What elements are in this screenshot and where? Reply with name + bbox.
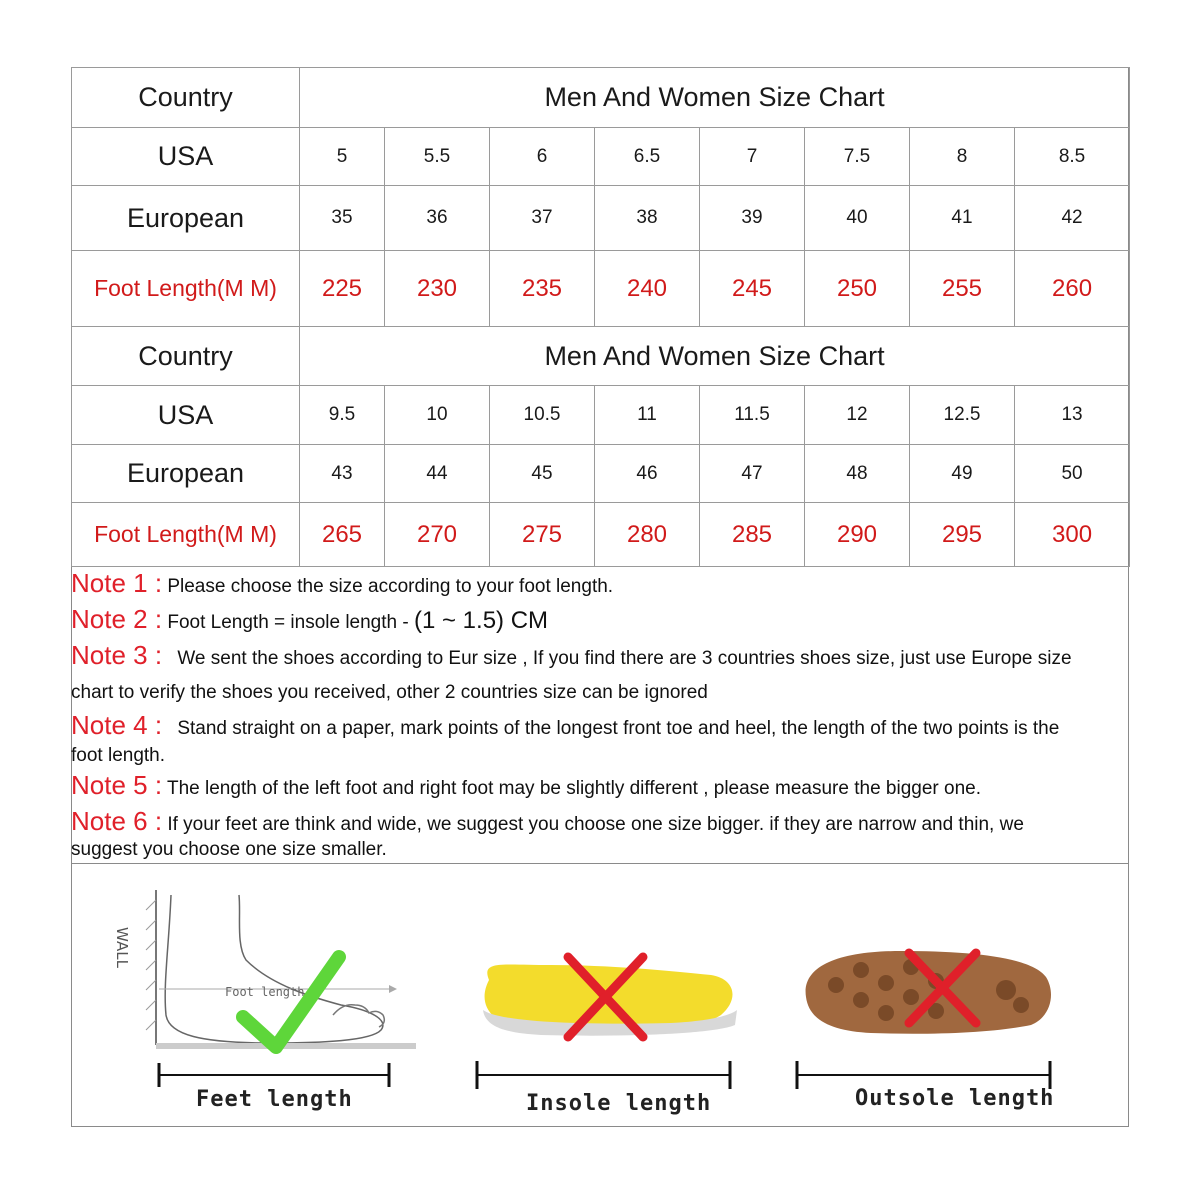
usa-label: USA [72,386,300,445]
usa-row [72,128,1130,186]
usa-row [72,386,1130,445]
note-6 [71,808,1121,838]
eu-size: 48 [805,445,910,503]
chart-title: Men And Women Size Chart [300,68,1130,128]
note-4-continued: foot length. [71,745,166,766]
note-label: Note 1 : [71,568,163,598]
foot-length-value: 250 [805,251,910,327]
eu-size: 40 [805,186,910,251]
note-text: Please choose the size according to your foot length. [167,576,614,597]
eu-size: 50 [1015,445,1130,503]
usa-size: 10.5 [490,386,595,445]
country-label: Country [72,327,300,386]
usa-size: 7 [700,128,805,186]
note-label: Note 3 : [71,640,163,670]
foot-length-label: Foot Length(M M) [72,251,300,327]
note-3 [71,642,1121,672]
note-text: Stand straight on a paper, mark points of the longest front toe and heel, the length of the two points is the [177,718,1060,739]
foot-length-value: 290 [805,503,910,567]
note-text: Foot Length = insole length - [167,612,409,633]
note-1 [71,570,1121,600]
size-table-2 [71,326,1130,567]
note-6-continued: suggest you choose one size smaller. [71,839,387,860]
foot-length-value: 260 [1015,251,1130,327]
feet-length-caption: Feet length [196,1087,353,1112]
eu-size: 36 [385,186,490,251]
usa-size: 10 [385,386,490,445]
eu-size: 38 [595,186,700,251]
usa-size: 13 [1015,386,1130,445]
usa-size: 8.5 [1015,128,1130,186]
foot-length-value: 280 [595,503,700,567]
insole-length-caption: Insole length [526,1091,712,1116]
eu-size: 45 [490,445,595,503]
usa-size: 12.5 [910,386,1015,445]
eu-size: 46 [595,445,700,503]
foot-length-value: 295 [910,503,1015,567]
foot-length-value: 270 [385,503,490,567]
note-text: If your feet are think and wide, we suggest you choose one size bigger. if they are narrow and thin, we [167,814,1024,835]
country-label: Country [72,68,300,128]
arrow-icon [389,985,397,993]
eu-size: 41 [910,186,1015,251]
note-label: Note 2 : [71,604,163,634]
note-5 [71,772,1121,802]
note-label: Note 4 : [71,710,163,740]
foot-length-value: 255 [910,251,1015,327]
insole-diagram [477,957,737,1089]
header-row [72,327,1130,386]
european-row [72,445,1130,503]
note-4 [71,712,1121,742]
eu-size: 47 [700,445,805,503]
foot-length-value: 300 [1015,503,1130,567]
wall-hatching [146,900,156,1030]
note-text: We sent the shoes according to Eur size , If you find there are 3 countries shoes size, just use Europe size [177,648,1072,669]
european-label: European [72,186,300,251]
note-label: Note 5 : [71,770,163,800]
eu-size: 49 [910,445,1015,503]
header-row [72,68,1130,128]
eu-size: 43 [300,445,385,503]
european-row [72,186,1130,251]
foot-length-label: Foot Length(M M) [72,503,300,567]
note-2 [71,606,1121,636]
eu-size: 37 [490,186,595,251]
usa-label: USA [72,128,300,186]
usa-size: 5.5 [385,128,490,186]
measurement-illustrations [71,865,1129,1127]
note-text: The length of the left foot and right foot may be slightly different , please measure the bigger one. [167,778,981,799]
eu-size: 44 [385,445,490,503]
eu-size: 42 [1015,186,1130,251]
foot-length-value: 240 [595,251,700,327]
usa-size: 6.5 [595,128,700,186]
chart-title: Men And Women Size Chart [300,327,1130,386]
wall-label: WALL [113,927,131,968]
note-formula: (1 ~ 1.5) CM [413,607,549,634]
note-3-continued: chart to verify the shoes you received, other 2 countries size can be ignored [71,682,708,703]
foot-length-value: 245 [700,251,805,327]
usa-size: 12 [805,386,910,445]
usa-size: 11 [595,386,700,445]
foot-length-inner-label: Foot length [225,985,305,999]
usa-size: 11.5 [700,386,805,445]
eu-size: 35 [300,186,385,251]
foot-outline [165,895,383,1043]
foot-length-value: 230 [385,251,490,327]
usa-size: 6 [490,128,595,186]
size-table-1 [71,67,1130,327]
foot-length-value: 265 [300,503,385,567]
notes-section [71,566,1129,864]
european-label: European [72,445,300,503]
usa-size: 7.5 [805,128,910,186]
usa-size: 9.5 [300,386,385,445]
note-label: Note 6 : [71,806,163,836]
usa-size: 8 [910,128,1015,186]
foot-length-value: 285 [700,503,805,567]
foot-length-value: 235 [490,251,595,327]
feet-diagram [113,890,416,1087]
foot-length-value: 225 [300,251,385,327]
outsole-length-caption: Outsole length [855,1086,1055,1111]
eu-size: 39 [700,186,805,251]
usa-size: 5 [300,128,385,186]
foot-length-value: 275 [490,503,595,567]
foot-length-row [72,251,1130,327]
foot-length-row [72,503,1130,567]
outsole-diagram [797,951,1051,1089]
